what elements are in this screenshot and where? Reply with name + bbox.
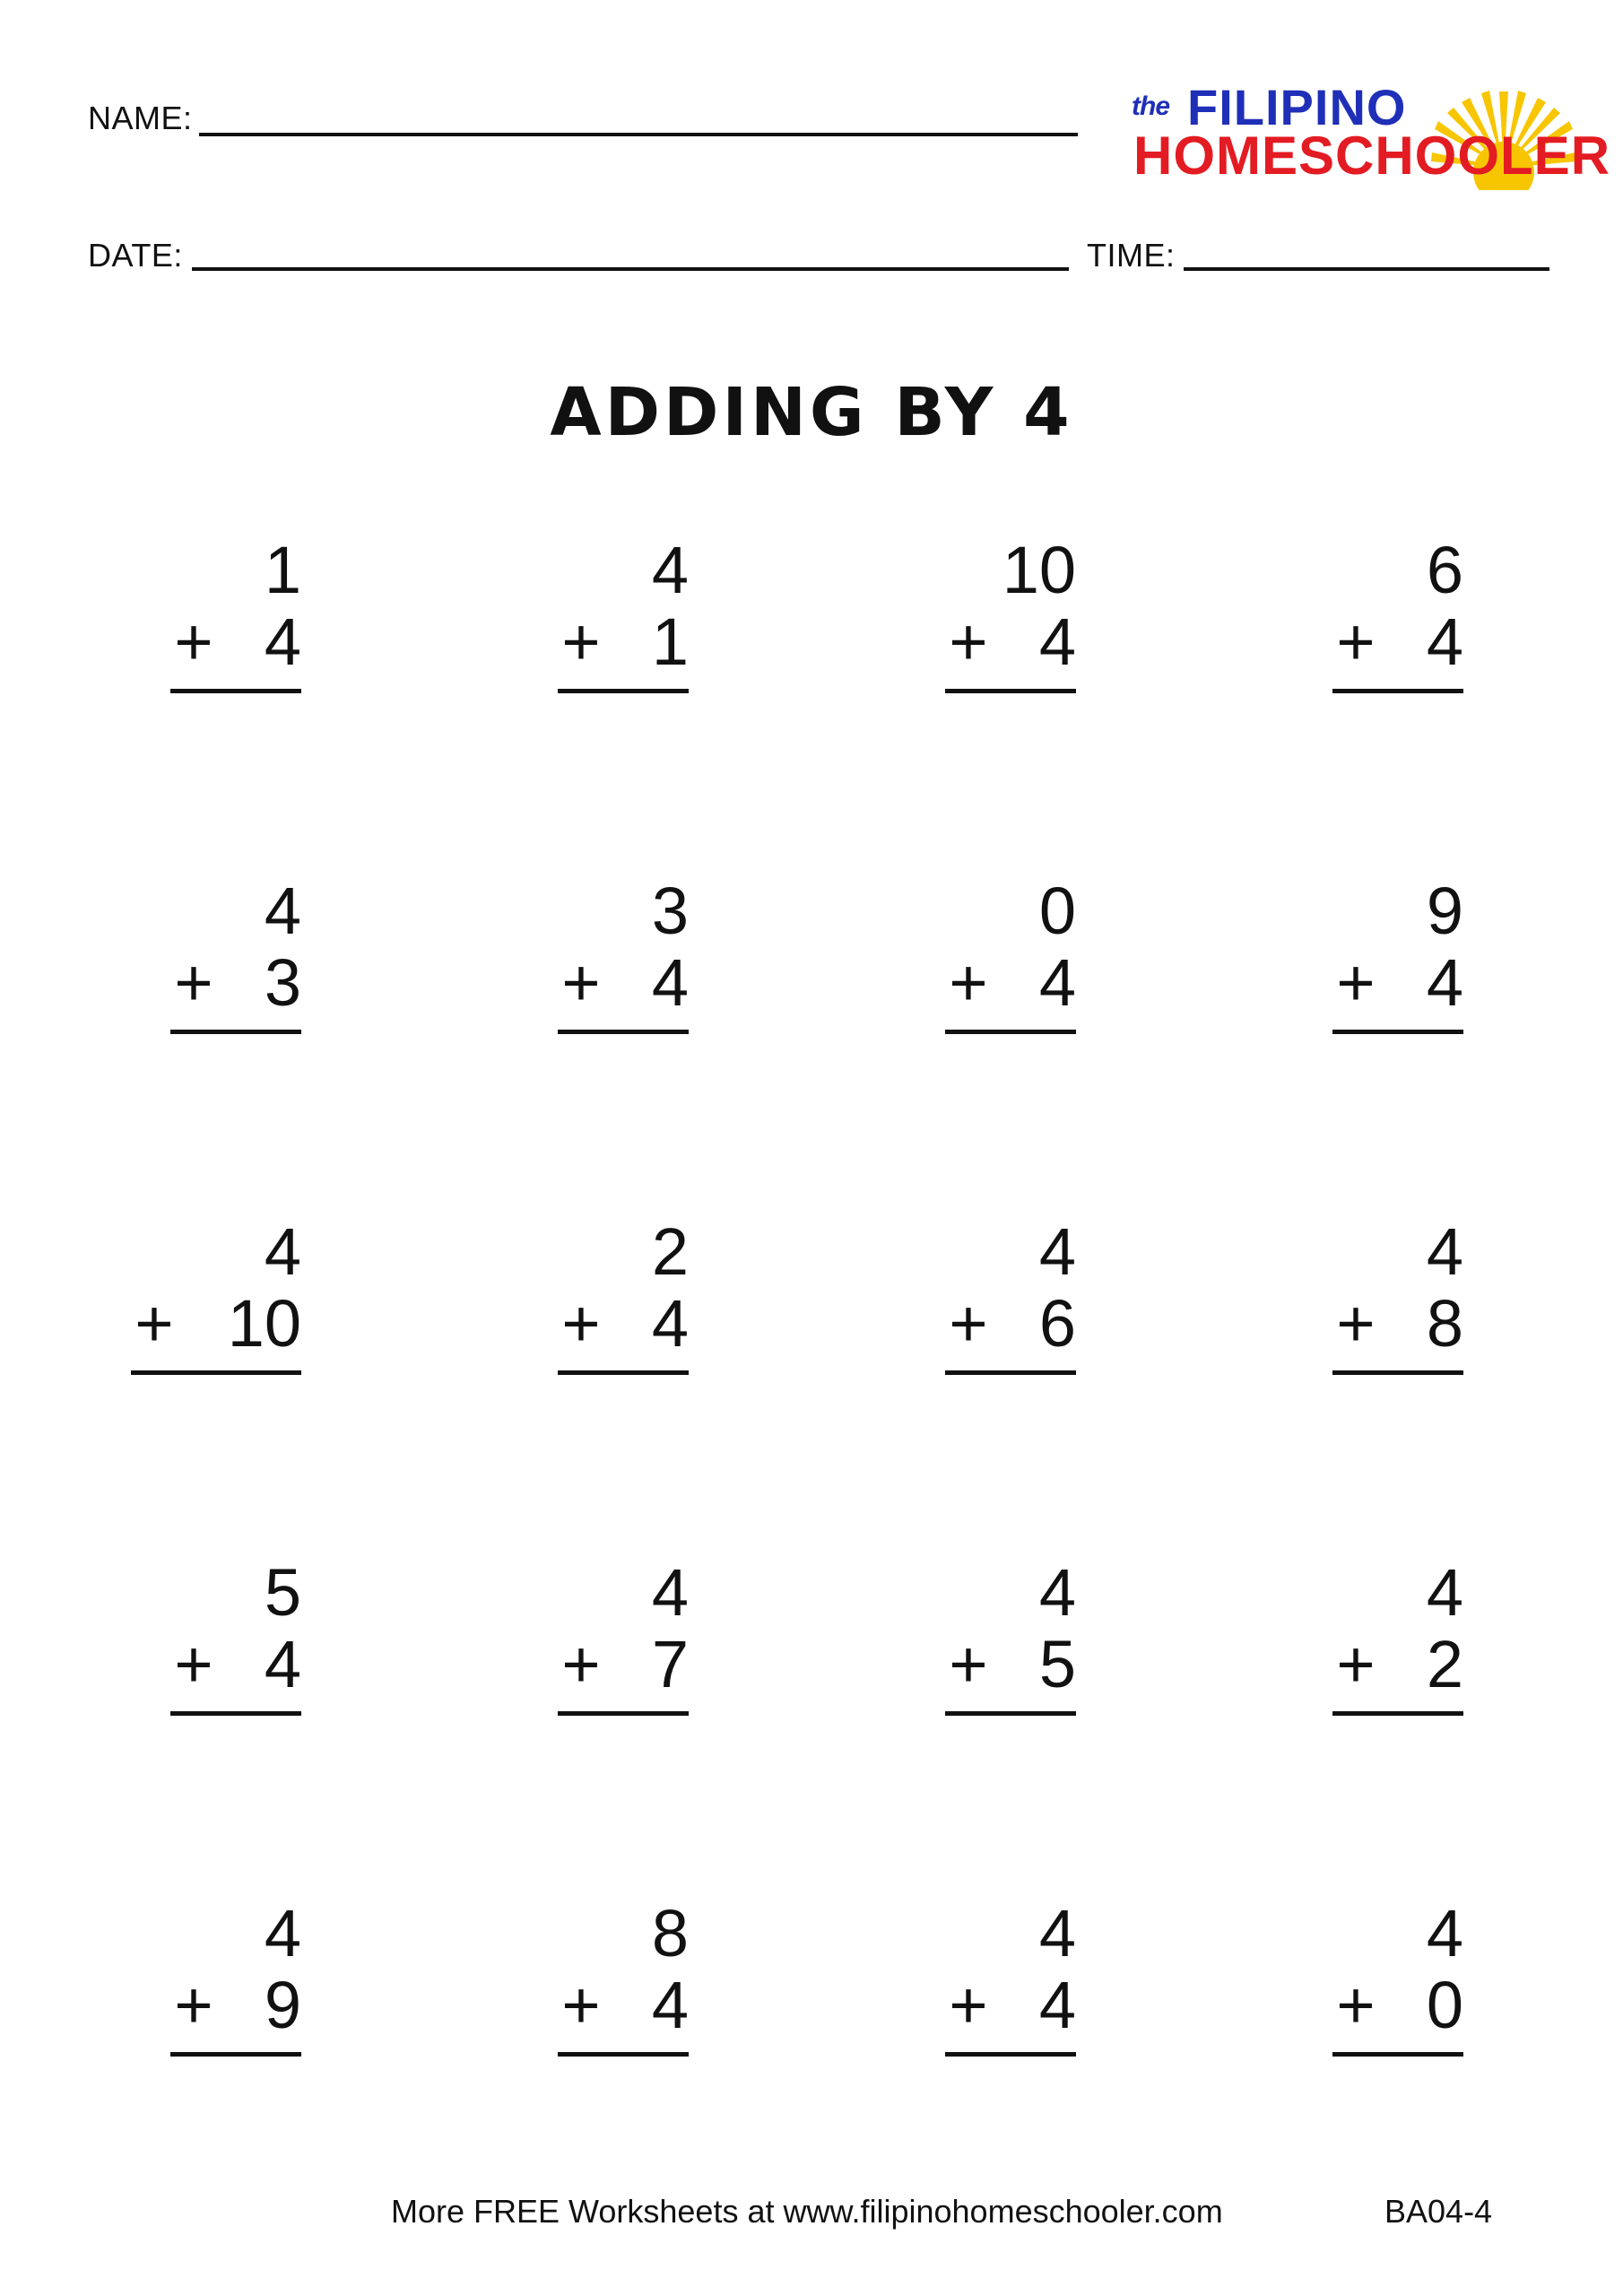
- problem-8: [1332, 875, 1512, 1046]
- answer-line[interactable]: [170, 1711, 301, 1716]
- answer-line[interactable]: [170, 689, 301, 693]
- addend-top: 4: [264, 1896, 301, 1970]
- answer-line[interactable]: [945, 689, 1076, 693]
- addend-bottom: 1: [651, 604, 689, 679]
- time-line[interactable]: [1184, 267, 1549, 271]
- answer-line[interactable]: [131, 1370, 301, 1375]
- addend-bottom: 7: [651, 1627, 689, 1701]
- plus-sign: +: [561, 945, 601, 1020]
- name-line[interactable]: [199, 133, 1078, 136]
- answer-line[interactable]: [558, 2052, 689, 2057]
- plus-sign: +: [561, 1627, 601, 1701]
- addend-top: 4: [264, 1214, 301, 1289]
- addend-bottom: 9: [264, 1968, 301, 2042]
- answer-line[interactable]: [945, 1370, 1076, 1375]
- answer-line[interactable]: [170, 1030, 301, 1034]
- addend-bottom: 2: [1426, 1627, 1463, 1701]
- problem-1: [170, 535, 350, 705]
- footer-worksheet-code: BA04-4: [1384, 2193, 1493, 2230]
- answer-line[interactable]: [1332, 1711, 1463, 1716]
- name-label: NAME:: [88, 100, 193, 136]
- answer-line[interactable]: [945, 1030, 1076, 1034]
- plus-sign: +: [949, 1627, 988, 1701]
- plus-sign: +: [561, 1286, 601, 1361]
- plus-sign: +: [1336, 1968, 1376, 2042]
- answer-line[interactable]: [1332, 2052, 1463, 2057]
- addend-top: 4: [651, 1555, 689, 1630]
- addend-bottom: 4: [264, 1627, 301, 1701]
- date-line[interactable]: [192, 267, 1069, 271]
- filipino-homeschooler-logo: [1132, 79, 1611, 190]
- plus-sign: +: [174, 945, 213, 1020]
- logo-the-text: the: [1132, 91, 1169, 121]
- addend-top: 5: [264, 1555, 301, 1630]
- addend-top: 1: [264, 533, 301, 607]
- plus-sign: +: [949, 604, 988, 679]
- plus-sign: +: [1336, 1627, 1376, 1701]
- addend-top: 4: [1038, 1214, 1076, 1289]
- plus-sign: +: [561, 604, 601, 679]
- problem-7: [945, 875, 1124, 1046]
- addend-top: 8: [651, 1896, 689, 1970]
- addend-bottom: 5: [1038, 1627, 1076, 1701]
- addend-top: 4: [1038, 1555, 1076, 1630]
- problem-19: [945, 1898, 1124, 2068]
- addend-top: 0: [1038, 874, 1076, 948]
- addend-bottom: 4: [651, 1968, 689, 2042]
- addend-bottom: 6: [1038, 1286, 1076, 1361]
- addend-top: 4: [651, 533, 689, 607]
- addend-top: 4: [264, 874, 301, 948]
- addend-top: 2: [651, 1214, 689, 1289]
- addend-bottom: 4: [264, 604, 301, 679]
- addend-top: 4: [1426, 1896, 1463, 1970]
- problem-14: [558, 1557, 737, 1727]
- problem-5: [170, 875, 350, 1046]
- answer-line[interactable]: [558, 689, 689, 693]
- problem-11: [945, 1216, 1124, 1387]
- addend-bottom: 4: [1426, 945, 1463, 1020]
- addend-top: 10: [1002, 533, 1076, 607]
- plus-sign: +: [174, 1627, 213, 1701]
- plus-sign: +: [949, 1286, 988, 1361]
- answer-line[interactable]: [945, 1711, 1076, 1716]
- plus-sign: +: [1336, 604, 1376, 679]
- addend-top: 4: [1426, 1555, 1463, 1630]
- answer-line[interactable]: [945, 2052, 1076, 2057]
- plus-sign: +: [949, 945, 988, 1020]
- problem-16: [1332, 1557, 1512, 1727]
- logo-filipino-text: FILIPINO: [1187, 79, 1407, 135]
- plus-sign: +: [135, 1286, 174, 1361]
- addend-bottom: 0: [1426, 1968, 1463, 2042]
- plus-sign: +: [949, 1968, 988, 2042]
- footer-more-worksheets: More FREE Worksheets at www.filipinohomeschooler.com: [391, 2193, 1223, 2230]
- addend-bottom: 3: [264, 945, 301, 1020]
- answer-line[interactable]: [1332, 1030, 1463, 1034]
- problem-2: [558, 535, 737, 705]
- addend-top: 4: [1038, 1896, 1076, 1970]
- date-label: DATE:: [88, 237, 183, 274]
- problem-20: [1332, 1898, 1512, 2068]
- addend-bottom: 4: [1038, 1968, 1076, 2042]
- addend-bottom: 4: [651, 945, 689, 1020]
- problem-10: [558, 1216, 737, 1387]
- problem-13: [170, 1557, 350, 1727]
- plus-sign: +: [174, 604, 213, 679]
- answer-line[interactable]: [1332, 1370, 1463, 1375]
- addend-top: 9: [1426, 874, 1463, 948]
- addend-bottom: 10: [227, 1286, 301, 1361]
- addend-top: 4: [1426, 1214, 1463, 1289]
- addend-bottom: 8: [1426, 1286, 1463, 1361]
- problem-4: [1332, 535, 1512, 705]
- answer-line[interactable]: [558, 1030, 689, 1034]
- plus-sign: +: [561, 1968, 601, 2042]
- plus-sign: +: [1336, 1286, 1376, 1361]
- addend-bottom: 4: [1038, 604, 1076, 679]
- problem-15: [945, 1557, 1124, 1727]
- plus-sign: +: [1336, 945, 1376, 1020]
- worksheet-title: ADDING BY 4: [550, 374, 1073, 451]
- answer-line[interactable]: [558, 1711, 689, 1716]
- problem-6: [558, 875, 737, 1046]
- problem-17: [170, 1898, 350, 2068]
- addend-bottom: 4: [651, 1286, 689, 1361]
- plus-sign: +: [174, 1968, 213, 2042]
- problem-18: [558, 1898, 737, 2068]
- addend-top: 6: [1426, 533, 1463, 607]
- addend-bottom: 4: [1038, 945, 1076, 1020]
- problem-12: [1332, 1216, 1512, 1387]
- addend-bottom: 4: [1426, 604, 1463, 679]
- answer-line[interactable]: [170, 2052, 301, 2057]
- problem-9: [131, 1216, 350, 1387]
- time-label: TIME:: [1087, 237, 1176, 274]
- problem-3: [945, 535, 1124, 705]
- addend-top: 3: [651, 874, 689, 948]
- answer-line[interactable]: [1332, 689, 1463, 693]
- answer-line[interactable]: [558, 1370, 689, 1375]
- logo-homeschooler-text: HOMESCHOOLER: [1133, 126, 1611, 186]
